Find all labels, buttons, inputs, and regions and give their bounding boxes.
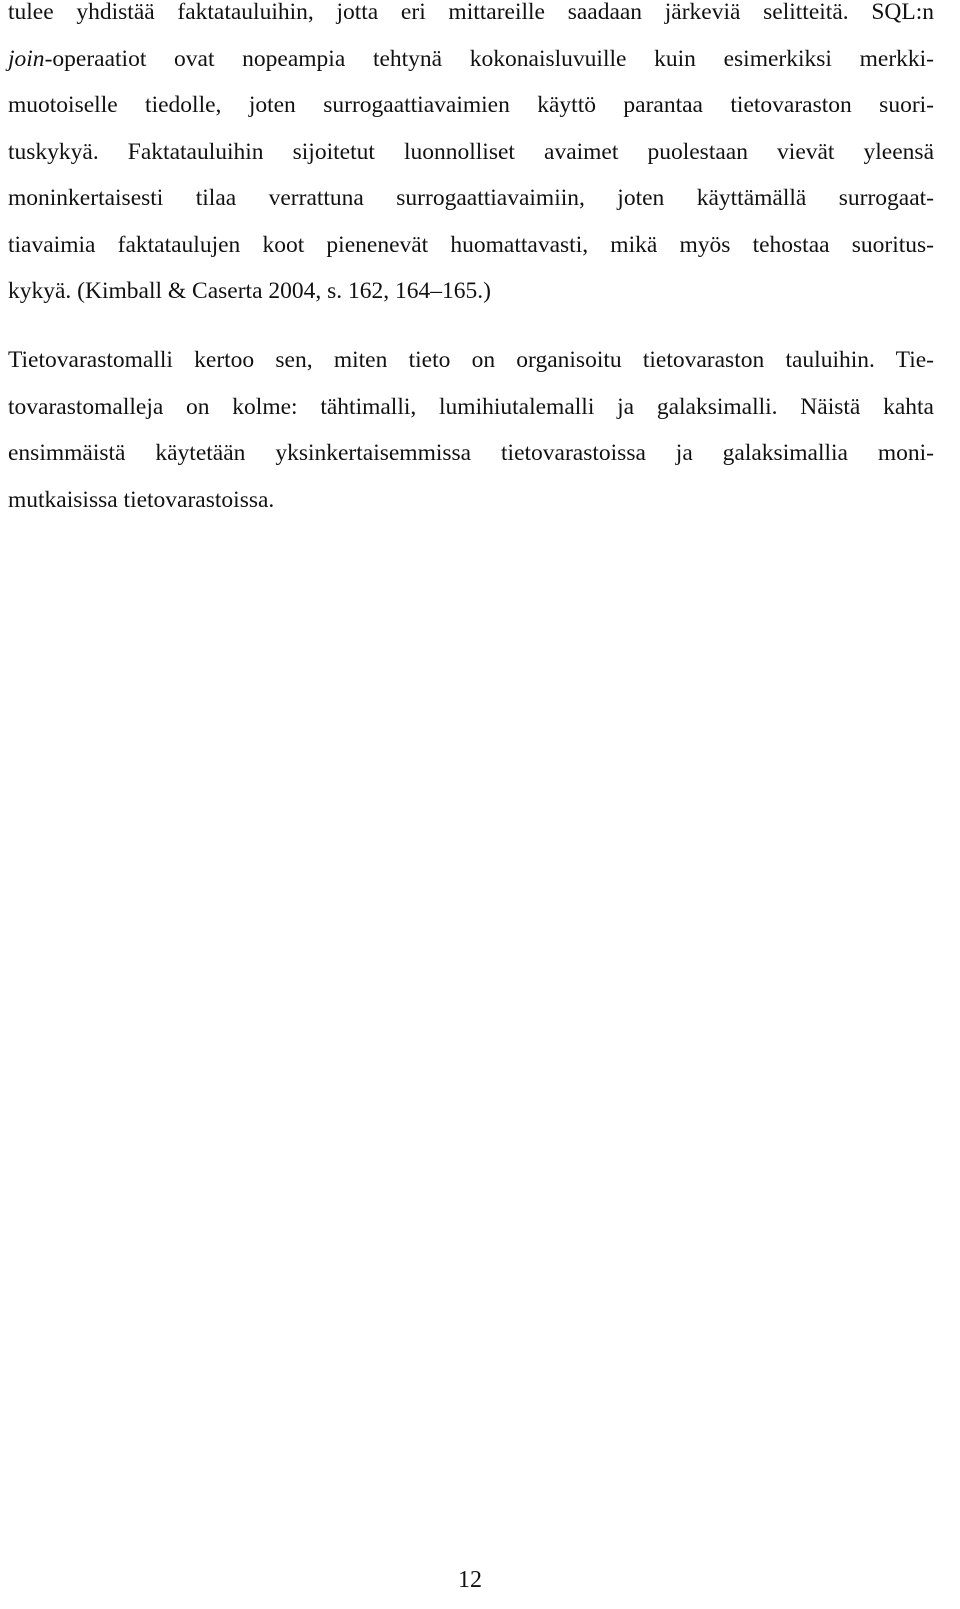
text-line: moninkertaisesti tilaa verrattuna surrogaattiavaimiin, joten käyttämällä surrogaat- — [8, 185, 934, 211]
italic-term: join — [8, 45, 45, 72]
text-line-rest: -operaatiot ovat nopeampia tehtynä kokonaisluvuille kuin esimerkiksi merkki- — [44, 45, 934, 72]
text-line: Tietovarastomalli kertoo sen, miten tieto on organisoitu tietovaraston tauluihin. Tie- — [8, 347, 934, 373]
text-line — [8, 36, 934, 83]
paragraph-warehouse-models — [8, 337, 934, 523]
text-line: ensimmäistä käytetään yksinkertaisemmissa tietovarastoissa ja galaksimallia moni- — [8, 440, 934, 466]
text-line: tovarastomalleja on kolme: tähtimalli, lumihiutalemalli ja galaksimalli. Näistä kahta — [8, 393, 934, 420]
text-line: kykyä. (Kimball & Caserta 2004, s. 162, 164–165.) — [8, 278, 491, 304]
text-line: tiavaimia faktataulujen koot pienenevät huomattavasti, mikä myös tehostaa suoritus- — [8, 231, 934, 258]
paragraph-surrogate-keys — [8, 0, 934, 315]
text-line: muotoiselle tiedolle, joten surrogaattiavaimien käyttö parantaa tietovaraston suori- — [8, 92, 934, 118]
text-line: mutkaisissa tietovarastoissa. — [8, 486, 275, 513]
text-line: tuskykyä. Faktatauluihin sijoitetut luonnolliset avaimet puolestaan vievät yleensä — [8, 138, 934, 165]
text-line: tulee yhdistää faktatauluihin, jotta eri mittareille saadaan järkeviä selitteitä. SQL:n — [8, 0, 934, 25]
page-number: 12 — [458, 1567, 482, 1593]
